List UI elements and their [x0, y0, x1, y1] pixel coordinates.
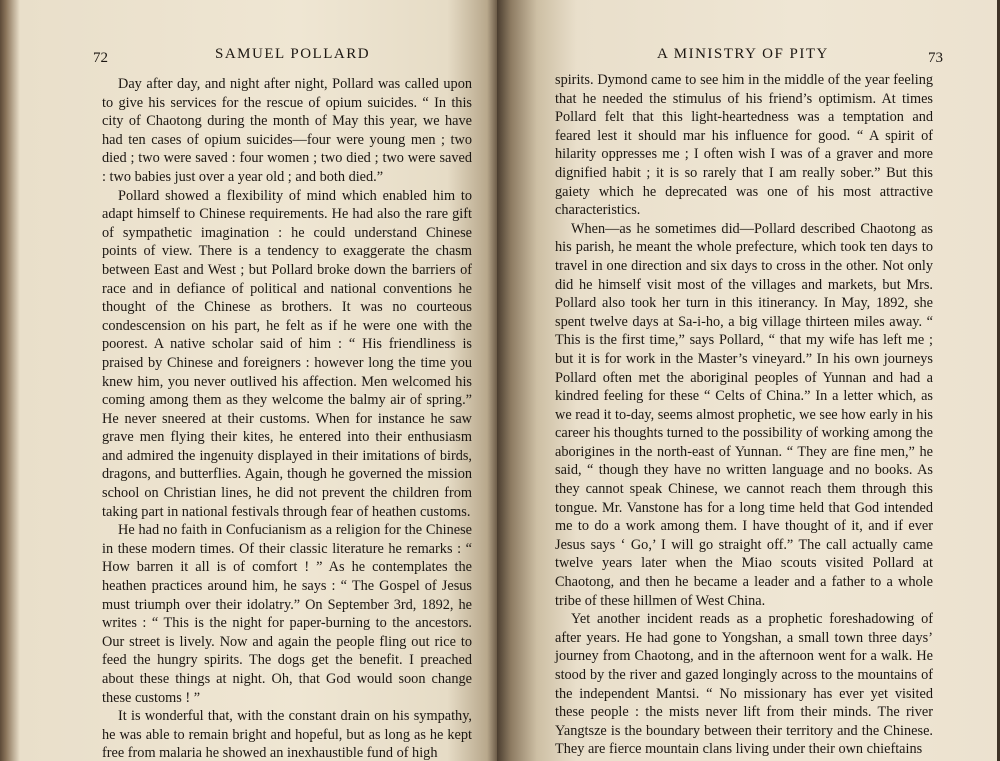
running-head-right: A MINISTRY OF PITY	[657, 46, 829, 62]
paragraph: spirits. Dymond came to see him in the middle of the year feeling that he needed the stimulus of his friend’s optimism. At times Pollard felt that this light-heartedness was a temptation and feared lest it should mar his influence for good. “ A spirit of hilarity oppresses me ; I often wish I was of a graver and more dignified habit ; it is so rarely that I am really sober.” But this gaiety which he deprecated was one of his most attractive characteristics.	[555, 72, 933, 219]
running-head-left: SAMUEL POLLARD	[215, 46, 371, 62]
paragraph: Day after day, and night after night, Pollard was called upon to give his services for the rescue of opium suicides. “ In this city of Chaotong during the month of May this year, we have had ten cases of opium suicides—four were young men ; two died ; two were saved : four women ; two died ; two were saved : two babies just over a year old ; and both died.”	[102, 76, 472, 185]
page-number-left: 72	[93, 50, 108, 66]
paragraph: He had no faith in Confucianism as a religion for the Chinese in these modern times. Of their classic literature he remarks : “ How barren it all is of comfort ! ” As he contemplates the heathen practices around him, he says : “ The Gospel of Jesus must triumph over their idolatry.” On September 3rd, 1892, he writes : “ This is the night for paper-burning to the ancestors. Our street is lively. Now and again the people fling out rice to feed the hungry spirits. The dogs get the benefit. I preached about these things at night. Oh, that God would soon change these customs ! ”	[102, 522, 472, 706]
left-page	[0, 0, 497, 761]
right-page-text	[555, 71, 933, 759]
paragraph: Yet another incident reads as a prophetic foreshadowing of after years. He had gone to Yongshan, a small town three days’ journey from Chaotong, and in the afternoon went for a walk. He stood by the river and gazed longingly across to the mountains of the independent Mantsi. “ No missionary has ever yet visited these people : the mists never lift from their minds. The river Yangtsze is the boundary between their territory and the Chinese. They are fierce mountain clans living under their own chieftains	[555, 611, 933, 758]
paragraph: Pollard showed a flexibility of mind which enabled him to adapt himself to Chinese requirements. He had also the rare gift of sympathetic imagination : he could understand Chinese points of view. There is a tendency to exaggerate the chasm between East and West ; but Pollard broke down the barriers of race and in defiance of political and national conventions he thought of the Chinese as brothers. It was no courteous condescension on his part, he felt as if he were one with the poorest. A native scholar said of him : “ His friendliness is praised by Chinese and foreigners : however long the time you knew him, you never outlived his affection. Men welcomed his coming among them as they welcome the balmy air of spring.” He never sneered at their customs. When for instance he saw grave men flying their kites, he entered into their enthusiasm and admired the ingenuity displayed in their imitations of birds, dragons, and butterflies. Again, though he governed the mission school on Christian lines, he did not prevent the children from taking part in national festivals through fear of heathen customs.	[102, 187, 472, 520]
left-page-text	[102, 75, 472, 761]
paragraph: It is wonderful that, with the constant drain on his sympathy, he was able to remain bright and hopeful, but as long as he kept free from malaria he showed an inexhaustible fund of high	[102, 708, 472, 761]
paragraph: When—as he sometimes did—Pollard described Chaotong as his parish, he meant the whole prefecture, which took ten days to travel in one direction and six days to cross in the other. Not only did he himself visit most of the villages and markets, but Mrs. Pollard also took her turn in this itinerancy. In May, 1892, she spent twelve days at Sa-i-ho, a big village thirteen miles away. “ This is the first time,” says Pollard, “ that my wife has left me ; but it is for work in the Master’s vineyard.” In his own journeys Pollard often met the aboriginal peoples of Yunnan and had a kindred feeling for these “ Celts of China.” In a letter which, as we read it to-day, seems almost prophetic, we see how early in his career his thoughts turned to the possibility of working among the aborigines in the north-east of Yunnan. “ They are fine men,” he said, “ though they have no written language and no books. As they cannot speak Chinese, we cannot reach them through this tongue. Mr. Vanstone has for a long time held that God intended me to do a work among them. I have thought of it, and if ever Jesus says ‘ Go,’ I will go straight off.” The call actually came twelve years later when the Miao scouts visited Pollard at Chaotong, and then he became a leader and a father to a whole tribe of these hillmen of West China.	[555, 220, 933, 609]
page-number-right: 73	[928, 50, 943, 66]
right-page	[497, 0, 1000, 761]
